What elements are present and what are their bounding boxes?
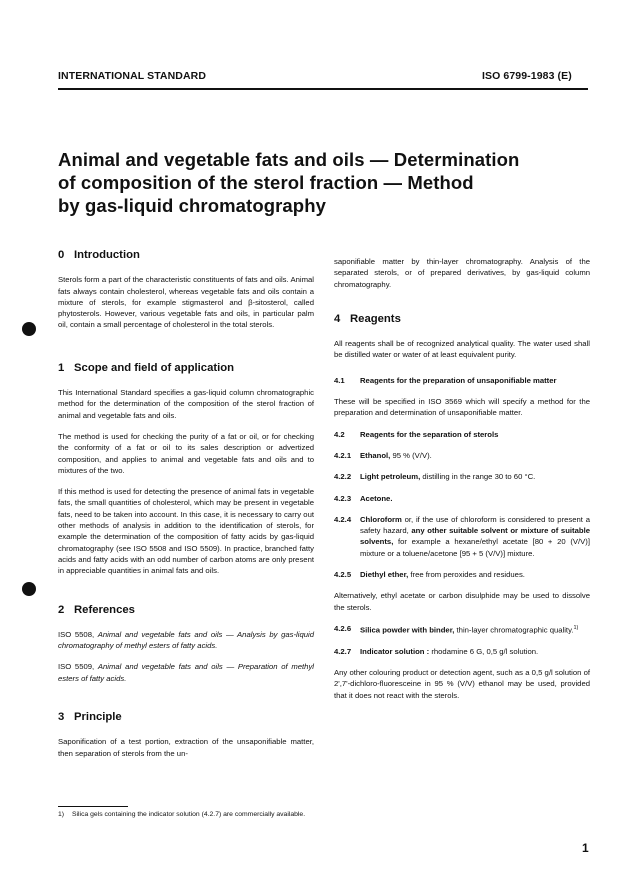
scope-paragraph-1: This International Standard specifies a gas-liquid column chromatographic method for the determination of the composition of the sterol fraction of animal and vegetable fats and oils. [58, 388, 314, 420]
header-standard-label: INTERNATIONAL STANDARD [58, 70, 207, 82]
introduction-paragraph: Sterols form a part of the characteristic constituents of fats and oils. Animal fats always contain cholesterol, whereas vegetable fats and oils contain a mixture of sterols, for example stigmasterol and β-sitosterol, called phytosterols. However, various vegetable fats and oils, in particular palm oil, contain a small percentage of cholesterol in the total sterols. [58, 275, 314, 330]
reagent-4-2-5: 4.2.5 Diethyl ether, free from peroxides and residues. [334, 570, 525, 580]
reagent-4-2-5-note: Alternatively, ethyl acetate or carbon disulphide may be used to dissolve the sterols. [334, 591, 590, 612]
reference-iso-5509: ISO 5509, Animal and vegetable fats and oils — Preparation of methyl esters of fatty acids. [58, 662, 314, 683]
footnote: 1) Silica gels containing the indicator solution (4.2.7) are commercially available. [58, 811, 306, 818]
right-column [334, 256, 590, 711]
section-2-heading: 2 References [58, 603, 135, 616]
reagent-4-2-6: 4.2.6 Silica powder with binder, thin-layer chromatographic quality.$^{1)}$ [334, 623, 579, 635]
reagent-4-2-3: 4.2.3 Acetone. [334, 493, 393, 503]
reagent-4-2-1: 4.2.1 Ethanol, 95 % (V/V). [334, 450, 432, 460]
binding-hole-lower [22, 582, 36, 596]
scope-paragraph-2: The method is used for checking the purity of a fat or oil, or for checking the conformity of a fat or oil to its sales description or advertized composition, and applies to animal and vegetable fats and oils and to mixtures of the two. [58, 431, 314, 475]
reagents-paragraph: All reagents shall be of recognized analytical quality. The water used shall be distilled water or water of at least equivalent purity. [334, 339, 590, 360]
title-line-3: by gas-liquid chromatography [58, 195, 326, 216]
header-rule [58, 88, 588, 90]
principle-paragraph-continued: saponifiable matter by thin-layer chromatography. Analysis of the separated sterols, or of prepared derivatives, by gas-liquid column chromatography. [334, 257, 590, 289]
footnote-reference: 1) [573, 624, 579, 631]
reagent-4-2-4: 4.2.4 Chloroform or, if the use of chloroform is considered to present a safety hazard, any other suitable solvent or mixture of suitable solvents, for example a hexane/ethyl acetate [80 + 20 (V/V)] mixture or a toluene/acetone [95 + 5 (V/V)] mixture. [334, 514, 590, 558]
section-4-1-heading: 4.1 Reagents for the preparation of unsaponifiable matter [334, 375, 557, 385]
section-4-2-heading: 4.2 Reagents for the separation of sterols [334, 429, 499, 439]
reagent-4-2-7-note: Any other colouring product or detection agent, such as a 0,5 g/l solution of 2',7'-dichloro-fluoresceine in 95 % (V/V) ethanol may be used, provided that it does not react with the sterols. [334, 668, 590, 700]
scope-paragraph-3: If this method is used for detecting the presence of animal fats in vegetable fats, the small quantities of cholesterol, which may be present in vegetable fats, need to be taken into account. In this case, it is necessary to carry out other methods of analysis in addition to the identification of sterols, for example the determination of the composition of fatty acids by gas-liquid chromatography (see ISO 5508 and ISO 5509). In practice, branched fatty acids and fatty acids with an odd number of carbon atoms are only present in appreciable quantities in animal fats and oils. [58, 487, 314, 576]
reagent-4-2-7: 4.2.7 Indicator solution : rhodamine 6 G, 0,5 g/l solution. [334, 646, 539, 656]
left-column [58, 250, 314, 769]
document-title [58, 148, 578, 217]
section-0-heading: 0 Introduction [58, 249, 140, 261]
title-line-1: Animal and vegetable fats and oils — Determination [58, 149, 520, 170]
section-1-heading: 1 Scope and field of application [58, 361, 235, 374]
reagent-4-2-2: 4.2.2 Light petroleum, distilling in the range 30 to 60 °C. [334, 472, 536, 482]
title-line-2: of composition of the sterol fraction — Method [58, 172, 474, 193]
principle-paragraph: Saponification of a test portion, extraction of the unsaponifiable matter, then separation of sterols from the un- [58, 737, 314, 758]
header-document-number: ISO 6799-1983 (E) [482, 70, 572, 82]
footnote-rule [58, 806, 128, 807]
section-4-1-text: These will be specified in ISO 3569 which will specify a method for the preparation and determination of unsaponifiable matter. [334, 397, 590, 418]
section-3-heading: 3 Principle [58, 711, 122, 724]
binding-hole-upper [22, 322, 36, 336]
section-4-heading: 4 Reagents [334, 312, 401, 325]
reference-iso-5508: ISO 5508, Animal and vegetable fats and oils — Analysis by gas-liquid chromatography of methyl esters of fatty acids. [58, 629, 314, 651]
page-number: 1 [582, 841, 589, 855]
